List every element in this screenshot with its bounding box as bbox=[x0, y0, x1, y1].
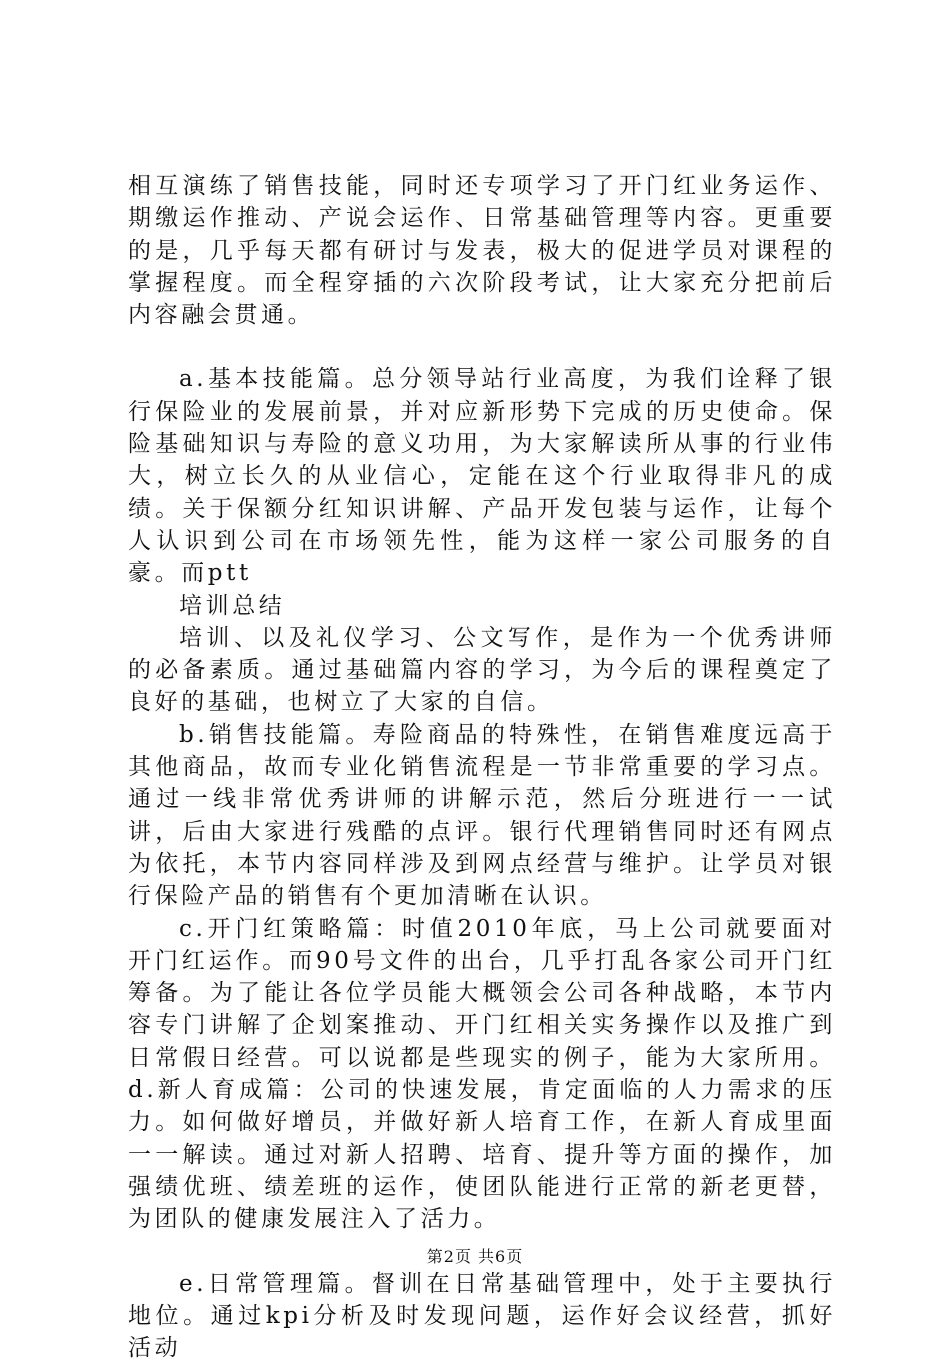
document-body bbox=[128, 170, 836, 1364]
paragraph-daily-management: e.日常管理篇。督训在日常基础管理中，处于主要执行地位。通过kpi分析及时发现问题，运作好会议经营，抓好活动 bbox=[128, 1268, 836, 1364]
paragraph-opening-strategy: c.开门红策略篇：时值2010年底，马上公司就要面对开门红运作。而90号文件的出台，几乎打乱各家公司开门红筹备。为了能让各位学员能大概领会公司各种战略，本节内容专门讲解了企划案推动、开门红相关实务操作以及推广到日常假日经营。可以说都是些现实的例子，能为大家所用。d.新人育成篇：公司的快速发展，肯定面临的人力需求的压力。如何做好增员，并做好新人培育工作，在新人育成里面一一解读。通过对新人招聘、培育、提升等方面的操作，加强绩优班、绩差班的运作，使团队能进行正常的新老更替，为团队的健康发展注入了活力。 bbox=[128, 913, 836, 1236]
page-footer: 第2页 共6页 bbox=[0, 1244, 950, 1267]
paragraph-sales-skills: b.销售技能篇。寿险商品的特殊性，在销售难度远高于其他商品，故而专业化销售流程是一节非常重要的学习点。通过一线非常优秀讲师的讲解示范，然后分班进行一一试讲，后由大家进行残酷的点评。银行代理销售同时还有网点为依托，本节内容同样涉及到网点经营与维护。让学员对银行保险产品的销售有个更加清晰在认识。 bbox=[128, 719, 836, 913]
paragraph-training-etiquette: 培训、以及礼仪学习、公文写作，是作为一个优秀讲师的必备素质。通过基础篇内容的学习，为今后的课程奠定了良好的基础，也树立了大家的自信。 bbox=[128, 622, 836, 719]
paragraph-gap bbox=[128, 331, 836, 363]
paragraph-continuation: 相互演练了销售技能，同时还专项学习了开门红业务运作、期缴运作推动、产说会运作、日常基础管理等内容。更重要的是，几乎每天都有研讨与发表，极大的促进学员对课程的掌握程度。而全程穿插的六次阶段考试，让大家充分把前后内容融会贯通。 bbox=[128, 170, 836, 331]
paragraph-training-summary-heading: 培训总结 bbox=[128, 590, 836, 622]
paragraph-basic-skills: a.基本技能篇。总分领导站行业高度，为我们诠释了银行保险业的发展前景，并对应新形势下完成的历史使命。保险基础知识与寿险的意义功用，为大家解读所从事的行业伟大，树立长久的从业信心，定能在这个行业取得非凡的成绩。关于保额分红知识讲解、产品开发包装与运作，让每个人认识到公司在市场领先性，能为这样一家公司服务的自豪。而ptt bbox=[128, 363, 836, 589]
